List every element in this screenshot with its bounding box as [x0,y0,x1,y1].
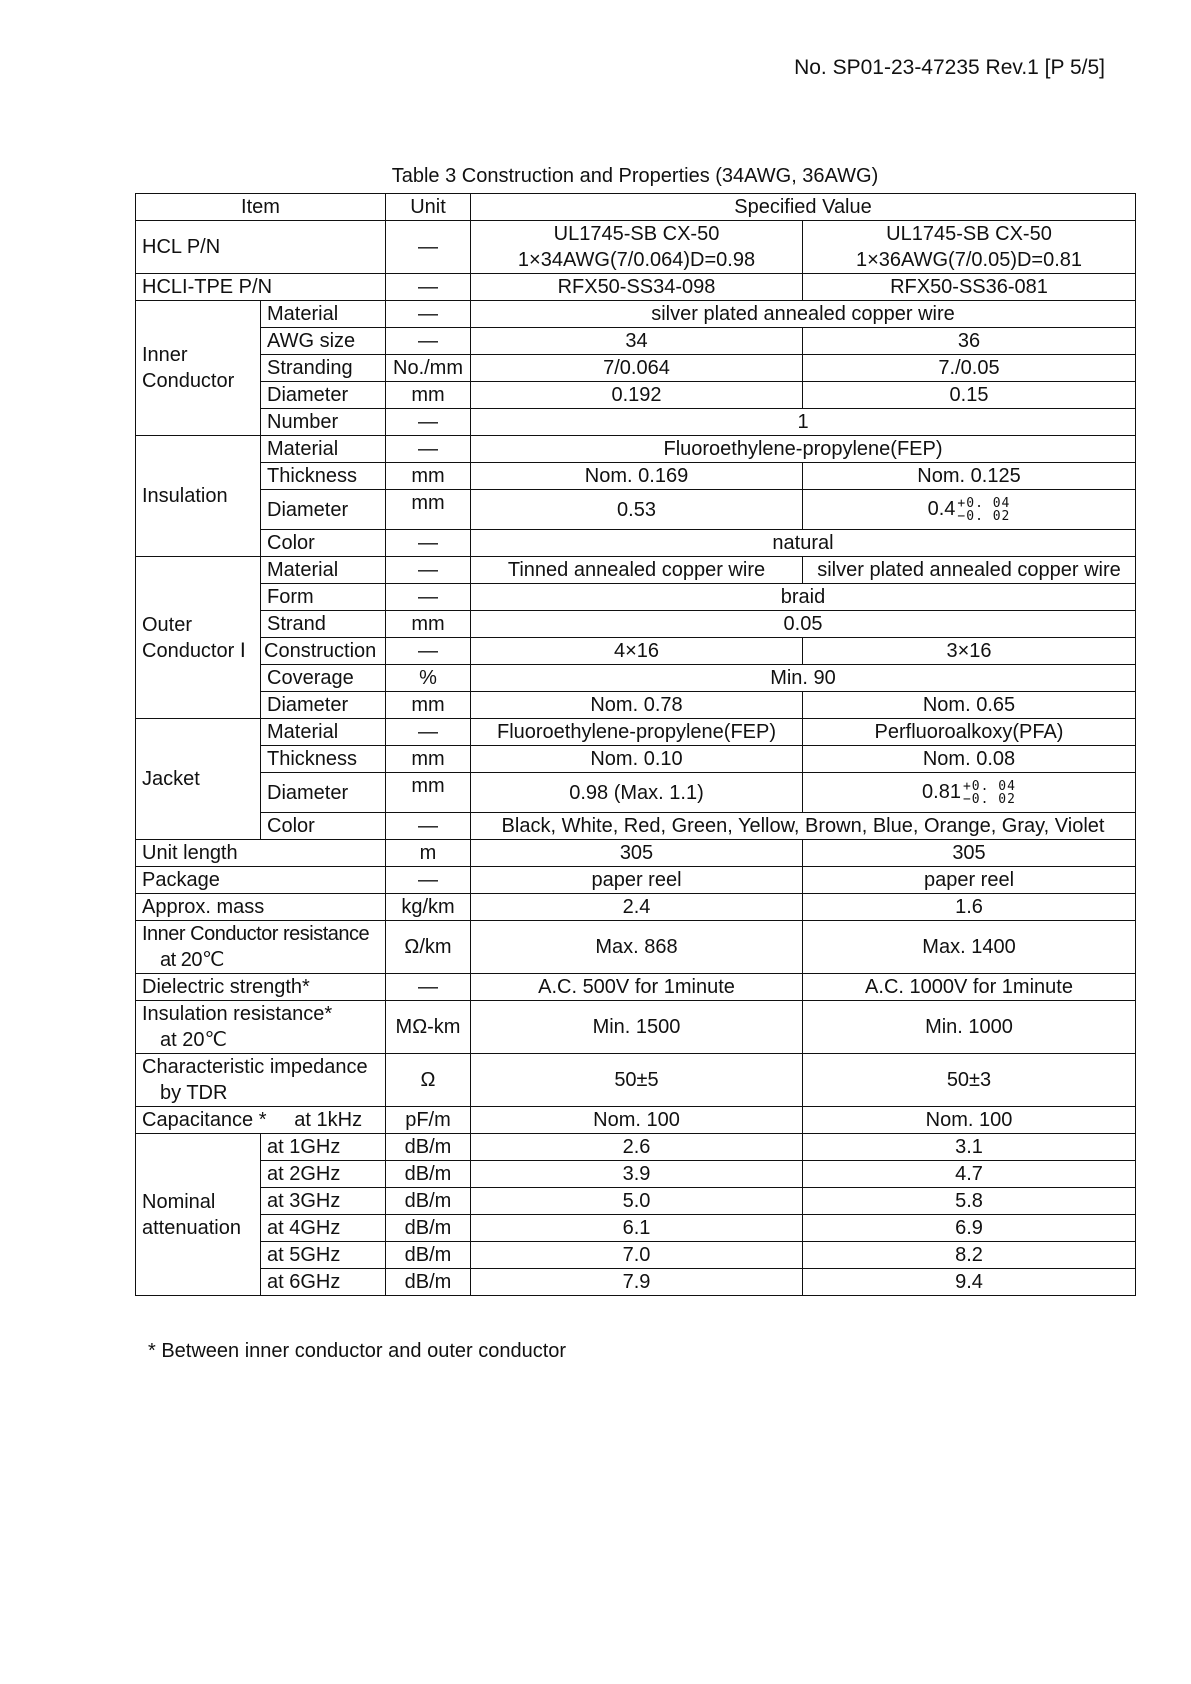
value-line: 1×34AWG(7/0.064)D=0.98 [517,249,756,271]
group-nominal-attenuation [136,1134,261,1296]
unit-cell: % [386,665,471,692]
row-outer-strand [136,611,1136,638]
unit-cell: mm [386,382,471,409]
unit-cell: — [386,557,471,584]
unit-cell: MΩ-km [386,1001,471,1054]
row-label [136,921,386,974]
sub-label: AWG size [261,328,386,355]
value-line: 1×36AWG(7/0.05)D=0.81 [855,249,1083,271]
row-label [136,1054,386,1107]
sub-label: Stranding [261,355,386,382]
row-label: Unit length [136,840,386,867]
value-36awg [803,221,1136,274]
value-line: UL1745-SB CX-50 [886,223,1052,245]
tolerance [963,780,1016,806]
sub-label: Material [261,557,386,584]
value-36awg: 1.6 [803,894,1136,921]
sub-label: at 5GHz [261,1242,386,1269]
group-inner-conductor [136,301,261,436]
value-36awg: 50±3 [803,1054,1136,1107]
row-inner-material [136,301,1136,328]
value-shared: Fluoroethylene-propylene(FEP) [471,436,1136,463]
sub-label: Material [261,301,386,328]
value-34awg: 34 [471,328,803,355]
row-jacket-material [136,719,1136,746]
value-34awg: 4×16 [471,638,803,665]
value-34awg [471,221,803,274]
value-34awg: paper reel [471,867,803,894]
unit-cell: — [386,221,471,274]
row-attenuation [136,1161,1136,1188]
unit-cell: mm [386,463,471,490]
row-label: Capacitance * at 1kHz [136,1107,386,1134]
value-34awg: Tinned annealed copper wire [471,557,803,584]
unit-cell: dB/m [386,1188,471,1215]
value-34awg: 7.0 [471,1242,803,1269]
group-line: Conductor [142,370,235,392]
unit-cell: m [386,840,471,867]
row-outer-form [136,584,1136,611]
value-34awg: 305 [471,840,803,867]
row-insulation-color [136,530,1136,557]
value-36awg: 3.1 [803,1134,1136,1161]
value-36awg: 5.8 [803,1188,1136,1215]
unit-cell: dB/m [386,1269,471,1296]
value-36awg: paper reel [803,867,1136,894]
label-line: Characteristic impedance [142,1056,368,1078]
header-row [136,194,1136,221]
label-line: at 20℃ [160,1029,227,1051]
row-outer-construction [136,638,1136,665]
value-36awg: 3×16 [803,638,1136,665]
value-34awg: 7.9 [471,1269,803,1296]
sub-label: Coverage [261,665,386,692]
tolerance-plus: +0. 04 [962,778,1016,794]
value-36awg: Perfluoroalkoxy(PFA) [803,719,1136,746]
tolerance-minus: −0. 02 [962,791,1016,807]
row-attenuation [136,1188,1136,1215]
value-34awg: 5.0 [471,1188,803,1215]
sub-label: at 1GHz [261,1134,386,1161]
value-36awg: 8.2 [803,1242,1136,1269]
value-34awg: 0.53 [471,490,803,530]
value-shared: natural [471,530,1136,557]
col-head-item: Item [136,194,386,221]
tolerance-base: 0.81 [922,781,961,804]
row-unit-length [136,840,1136,867]
unit-cell: — [386,409,471,436]
value-36awg: 4.7 [803,1161,1136,1188]
unit-cell: Ω [386,1054,471,1107]
row-label [136,1001,386,1054]
footnote: * Between inner conductor and outer conductor [148,1340,567,1362]
value-36awg: 0.15 [803,382,1136,409]
sub-label: Diameter [261,490,386,530]
row-hcl-pn [136,221,1136,274]
row-outer-coverage [136,665,1136,692]
value-34awg: Min. 1500 [471,1001,803,1054]
row-label: HCL P/N [136,221,386,274]
unit-cell: — [386,867,471,894]
group-line: Nominal [142,1190,216,1213]
unit-cell: No./mm [386,355,471,382]
sub-label: at 4GHz [261,1215,386,1242]
row-package [136,867,1136,894]
group-line: Outer [142,613,193,636]
value-34awg: 2.6 [471,1134,803,1161]
value-34awg: 2.4 [471,894,803,921]
label-line: Insulation resistance* [142,1003,333,1025]
table-caption: Table 3 Construction and Properties (34AWG, 36AWG) [391,165,879,187]
unit-cell: — [386,530,471,557]
row-jacket-color [136,813,1136,840]
label-line: by TDR [160,1082,228,1104]
value-36awg: Nom. 0.08 [803,746,1136,773]
unit-cell: — [386,974,471,1001]
value-36awg [803,773,1136,813]
unit-cell: Ω/km [386,921,471,974]
sub-label: Construction [261,638,386,665]
value-36awg: 6.9 [803,1215,1136,1242]
row-inner-conductor-resistance [136,921,1136,974]
group-line: attenuation [142,1216,241,1239]
row-attenuation [136,1215,1136,1242]
value-line: UL1745-SB CX-50 [553,223,720,245]
unit-cell: — [386,584,471,611]
sub-label: Diameter [261,773,386,813]
unit-cell: pF/m [386,1107,471,1134]
value-34awg: 0.98 (Max. 1.1) [471,773,803,813]
value-34awg: 0.192 [471,382,803,409]
value-36awg: Max. 1400 [803,921,1136,974]
group-outer-conductor [136,557,261,719]
value-34awg: Nom. 0.10 [471,746,803,773]
sub-label: Color [261,530,386,557]
row-insulation-thickness [136,463,1136,490]
row-attenuation [136,1242,1136,1269]
group-line: Conductor Ⅰ [142,639,246,662]
unit-cell: mm [386,490,471,530]
value-36awg: 36 [803,328,1136,355]
value-36awg: silver plated annealed copper wire [803,557,1136,584]
row-jacket-thickness [136,746,1136,773]
row-jacket-diameter [136,773,1136,813]
value-shared: Min. 90 [471,665,1136,692]
row-outer-material [136,557,1136,584]
sub-label: Number [261,409,386,436]
unit-cell: mm [386,692,471,719]
unit-cell: — [386,274,471,301]
unit-cell: — [386,719,471,746]
spec-table [135,193,1136,1296]
group-jacket: Jacket [136,719,261,840]
row-capacitance [136,1107,1136,1134]
value-34awg: 7/0.064 [471,355,803,382]
unit-cell: dB/m [386,1134,471,1161]
row-label: HCLI-TPE P/N [136,274,386,301]
value-34awg: RFX50-SS34-098 [471,274,803,301]
tolerance [957,497,1010,523]
unit-cell: dB/m [386,1215,471,1242]
row-insulation-resistance [136,1001,1136,1054]
value-34awg: 3.9 [471,1161,803,1188]
value-shared: braid [471,584,1136,611]
value-36awg: 7./0.05 [803,355,1136,382]
value-34awg: Nom. 0.169 [471,463,803,490]
value-36awg: 9.4 [803,1269,1136,1296]
row-insulation-material [136,436,1136,463]
row-label: Approx. mass [136,894,386,921]
row-dielectric-strength [136,974,1136,1001]
row-attenuation [136,1134,1136,1161]
value-36awg: RFX50-SS36-081 [803,274,1136,301]
sub-label: Material [261,719,386,746]
value-34awg: Nom. 0.78 [471,692,803,719]
row-attenuation [136,1269,1136,1296]
value-shared: 1 [471,409,1136,436]
sub-label: Diameter [261,692,386,719]
row-label: Package [136,867,386,894]
row-insulation-diameter [136,490,1136,530]
value-34awg: Fluoroethylene-propylene(FEP) [471,719,803,746]
row-hcli-tpe-pn [136,274,1136,301]
row-outer-diameter [136,692,1136,719]
sub-label: at 2GHz [261,1161,386,1188]
unit-cell: — [386,328,471,355]
tolerance-base: 0.4 [927,498,956,521]
unit-cell: — [386,813,471,840]
row-inner-diameter [136,382,1136,409]
unit-cell: mm [386,773,471,813]
sub-label: Thickness [261,746,386,773]
group-insulation: Insulation [136,436,261,557]
unit-cell: mm [386,746,471,773]
value-36awg: 305 [803,840,1136,867]
value-shared: 0.05 [471,611,1136,638]
tolerance-minus: −0. 02 [957,508,1011,524]
value-36awg: A.C. 1000V for 1minute [803,974,1136,1001]
tolerance-plus: +0. 04 [957,495,1011,511]
value-34awg: A.C. 500V for 1minute [471,974,803,1001]
value-34awg: 6.1 [471,1215,803,1242]
row-inner-number [136,409,1136,436]
sub-label: Strand [261,611,386,638]
unit-cell: — [386,301,471,328]
value-36awg: Nom. 100 [803,1107,1136,1134]
unit-cell: — [386,436,471,463]
value-36awg: Nom. 0.125 [803,463,1136,490]
unit-cell: dB/m [386,1161,471,1188]
row-characteristic-impedance [136,1054,1136,1107]
row-approx-mass [136,894,1136,921]
row-inner-stranding [136,355,1136,382]
sub-label: at 6GHz [261,1269,386,1296]
value-34awg: Max. 868 [471,921,803,974]
document-number: No. SP01-23-47235 Rev.1 [P 5/5] [794,56,1105,79]
group-line: Inner [142,344,188,366]
value-34awg: Nom. 100 [471,1107,803,1134]
sub-label: Thickness [261,463,386,490]
unit-cell: mm [386,611,471,638]
value-36awg: Min. 1000 [803,1001,1136,1054]
sub-label: Diameter [261,382,386,409]
value-34awg: 50±5 [471,1054,803,1107]
value-shared: Black, White, Red, Green, Yellow, Brown, Blue, Orange, Gray, Violet [471,813,1136,840]
unit-cell: kg/km [386,894,471,921]
sub-label: Color [261,813,386,840]
sub-label: Material [261,436,386,463]
label-line: Inner Conductor resistance [142,923,370,945]
row-inner-awg [136,328,1136,355]
value-shared: silver plated annealed copper wire [471,301,1136,328]
unit-cell: — [386,638,471,665]
sub-label: at 3GHz [261,1188,386,1215]
label-line: at 20℃ [160,949,224,971]
row-label: Dielectric strength* [136,974,386,1001]
col-head-value: Specified Value [471,194,1136,221]
value-36awg [803,490,1136,530]
unit-cell: dB/m [386,1242,471,1269]
col-head-unit: Unit [386,194,471,221]
value-36awg: Nom. 0.65 [803,692,1136,719]
sub-label: Form [261,584,386,611]
